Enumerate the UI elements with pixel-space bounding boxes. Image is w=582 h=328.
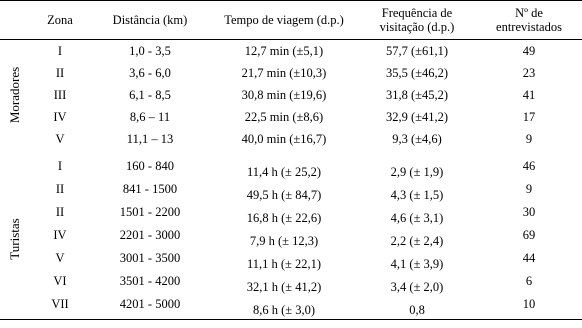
cell-tempo: 11,4 h (± 25,2) [246, 165, 322, 179]
cell-distancia: 8,6 – 11 [129, 109, 171, 124]
cell-frequencia: 4,1 (± 3,9) [390, 257, 444, 271]
cell-frequencia: 32,9 (±41,2) [385, 109, 449, 124]
cell-zona: VII [51, 297, 69, 311]
cell-distancia: 3,6 - 6,0 [129, 65, 171, 80]
header-frequencia [358, 1, 476, 40]
cell-tempo: 21,7 min (±10,3) [241, 65, 327, 80]
cell-frequencia: 35,5 (±46,2) [385, 65, 449, 80]
table-row [0, 158, 582, 181]
cell-entrevistados: 9 [525, 131, 533, 146]
cell-distancia: 1,0 - 3,5 [129, 43, 171, 58]
cell-zona: I [57, 43, 63, 58]
table-row [0, 62, 582, 84]
cell-tempo: 22,5 min (±8,6) [244, 109, 324, 124]
cell-tempo: 7,9 h (± 12,3) [249, 234, 319, 248]
cell-zona: III [53, 87, 67, 102]
cell-entrevistados: 10 [522, 297, 536, 311]
cell-entrevistados: 41 [522, 87, 536, 102]
cell-distancia: 11,1 – 13 [126, 131, 174, 146]
cell-distancia: 6,1 - 8,5 [129, 87, 171, 102]
header-frequencia-line2: visitação (d.p.) [379, 20, 455, 34]
table-body [0, 40, 582, 320]
group-label-moradores: Moradores [7, 66, 22, 124]
cell-frequencia: 2,2 (± 2,4) [390, 234, 444, 248]
table-row [0, 273, 582, 296]
cell-entrevistados: 9 [525, 182, 533, 196]
cell-distancia: 3501 - 4200 [119, 274, 181, 288]
cell-frequencia: 4,3 (± 1,5) [390, 188, 444, 202]
table-row [0, 250, 582, 273]
cell-zona: V [55, 131, 65, 146]
cell-frequencia: 0,8 [409, 303, 425, 317]
table-header [0, 1, 582, 40]
table-row [0, 296, 582, 320]
table-row [0, 128, 582, 150]
header-entrevistados-line1: Nº de [515, 6, 543, 20]
cell-distancia: 3001 - 3500 [119, 251, 181, 265]
cell-frequencia: 3,4 (± 2,0) [390, 280, 444, 294]
cell-tempo: 40,0 min (±16,7) [241, 131, 327, 146]
group-spacer [0, 150, 582, 158]
table-row [0, 40, 582, 63]
header-group-blank [0, 1, 30, 40]
table-row [0, 84, 582, 106]
cell-entrevistados: 46 [522, 159, 536, 173]
cell-distancia: 4201 - 5000 [119, 297, 181, 311]
group-label-cell [0, 40, 30, 151]
cell-entrevistados: 69 [522, 228, 536, 242]
cell-zona: II [55, 65, 65, 80]
cell-frequencia: 31,8 (±45,2) [385, 87, 449, 102]
spacer-cell [0, 150, 582, 158]
cell-distancia: 841 - 1500 [122, 182, 178, 196]
cell-entrevistados: 23 [522, 65, 536, 80]
cell-tempo: 30,8 min (±19,6) [241, 87, 327, 102]
table-row [0, 204, 582, 227]
table-row [0, 181, 582, 204]
cell-tempo: 32,1 h (± 41,2) [246, 280, 322, 294]
cell-frequencia: 4,6 (± 3,1) [390, 211, 444, 225]
cell-tempo: 8,6 h (± 3,0) [252, 303, 316, 317]
cell-zona: IV [53, 109, 67, 124]
cell-tempo: 12,7 min (±5,1) [244, 43, 324, 58]
table-row [0, 227, 582, 250]
cell-entrevistados: 44 [522, 251, 536, 265]
header-entrevistados [476, 1, 582, 40]
header-distancia: Distância (km) [112, 13, 188, 27]
cell-entrevistados: 17 [522, 109, 536, 124]
cell-entrevistados: 6 [525, 274, 533, 288]
cell-distancia: 160 - 840 [126, 159, 174, 173]
header-tempo: Tempo de viagem (d.p.) [224, 13, 344, 27]
cell-distancia: 2201 - 3000 [119, 228, 181, 242]
cell-distancia: 1501 - 2200 [119, 205, 181, 219]
cell-entrevistados: 49 [522, 43, 536, 58]
cell-frequencia: 9,3 (±4,6) [392, 131, 442, 146]
header-frequencia-line1: Frequência de [381, 6, 453, 20]
table-row [0, 106, 582, 128]
cell-zona: V [55, 251, 65, 265]
cell-tempo: 11,1 h (± 22,1) [246, 257, 322, 271]
cell-zona: II [55, 205, 65, 219]
cell-zona: I [57, 159, 63, 173]
group-label-cell [0, 158, 30, 320]
cell-zona: II [55, 182, 65, 196]
group-label-turistas: Turistas [7, 217, 22, 260]
header-zona: Zona [47, 13, 73, 27]
header-row [0, 1, 582, 40]
cell-frequencia: 2,9 (± 1,9) [390, 165, 444, 179]
cell-tempo: 16,8 h (± 22,6) [246, 211, 322, 225]
cell-tempo: 49,5 h (± 84,7) [246, 188, 322, 202]
cell-zona: IV [53, 228, 67, 242]
cell-frequencia: 57,7 (±61,1) [385, 43, 449, 58]
header-entrevistados-line2: entrevistados [496, 20, 562, 34]
cell-entrevistados: 30 [522, 205, 536, 219]
cell-zona: VI [53, 274, 67, 288]
